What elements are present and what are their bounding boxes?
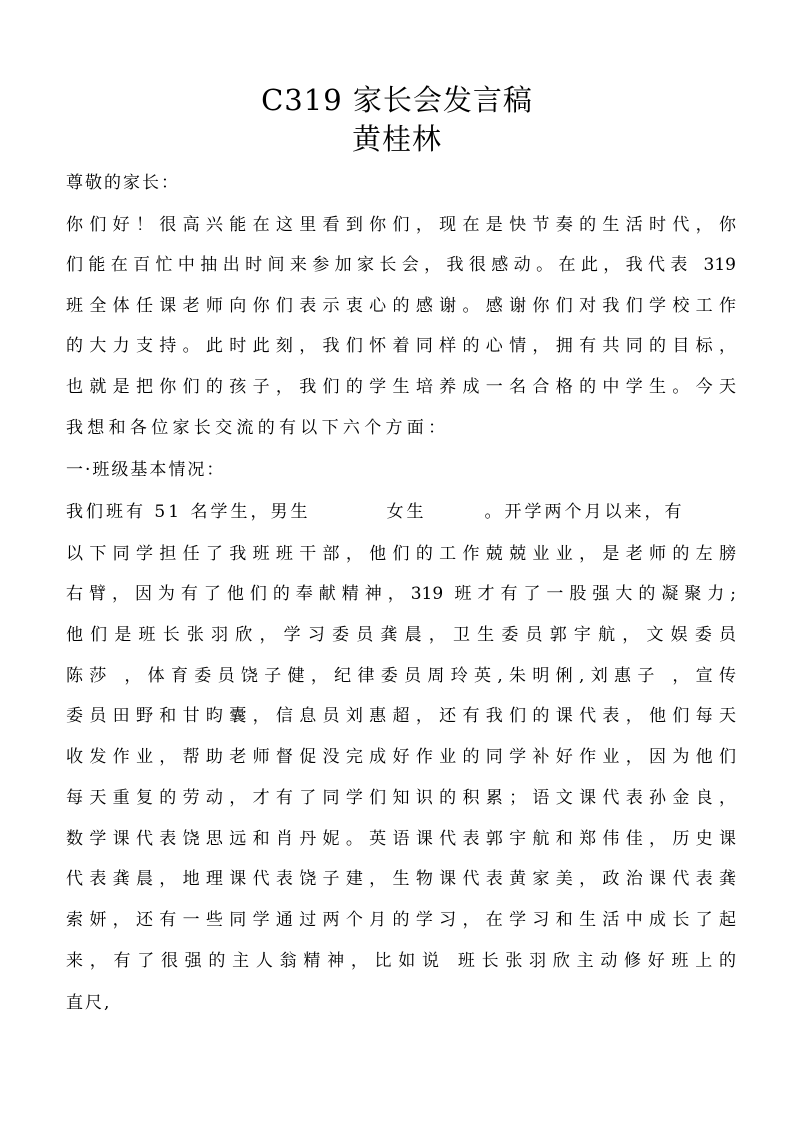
paragraph-line: 每天重复的劳动，才有了同学们知识的积累；语文课代表孙金良， [66, 788, 736, 808]
paragraph-line: 他们是班长张羽欣，学习委员龚晨，卫生委员郭宇航，文娱委员 [66, 625, 736, 645]
paragraph-line: 直尺, [66, 993, 112, 1013]
paragraph-line: 收发作业，帮助老师督促没完成好作业的同学补好作业，因为他们 [66, 747, 736, 767]
author-name: 黄桂林 [351, 122, 442, 156]
paragraph-line: 索妍，还有一些同学通过两个月的学习，在学习和生活中成长了起 [66, 910, 736, 930]
paragraph-line: 我想和各位家长交流的有以下六个方面： [66, 418, 450, 438]
paragraph-line: 右臂，因为有了他们的奉献精神，319 班才有了一股强大的凝聚力; [66, 584, 736, 604]
paragraph-line: 们能在百忙中抽出时间来参加家长会，我很感动。在此，我代表 319 [66, 255, 736, 275]
paragraph-line: 数学课代表饶思远和肖丹妮。英语课代表郭宇航和郑伟佳，历史课 [66, 829, 736, 849]
paragraph-line: 也就是把你们的孩子，我们的学生培养成一名合格的中学生。今天 [66, 377, 736, 397]
paragraph-line: 的大力支持。此时此刻，我们怀着同样的心情，拥有共同的目标， [66, 336, 736, 356]
paragraph-line: 代表龚晨，地理课代表饶子建，生物课代表黄家美，政治课代表龚 [66, 869, 736, 889]
paragraph-line: 委员田野和甘昀囊，信息员刘惠超，还有我们的课代表，他们每天 [66, 706, 736, 726]
stats-line [66, 500, 736, 524]
paragraph-line: 班全体任课老师向你们表示衷心的感谢。感谢你们对我们学校工作 [66, 296, 736, 316]
document-title: C319 家长会发言稿 [261, 83, 533, 117]
stats-text-part: 我们班有 51 名学生，男生 [66, 502, 311, 522]
paragraph-line: 来，有了很强的主人翁精神，比如说 班长张羽欣主动修好班上的 [66, 951, 736, 971]
section-heading: 一·班级基本情况： [66, 460, 226, 480]
paragraph-line: 陈莎 ，体育委员饶子健，纪律委员周玲英,朱明俐,刘惠子 ，宣传 [66, 666, 736, 686]
stats-text-part: 女生 [386, 502, 427, 522]
paragraph-line: 以下同学担任了我班班干部，他们的工作兢兢业业，是老师的左膀 [66, 544, 736, 564]
salutation: 尊敬的家长： [66, 173, 180, 193]
stats-text-part: 。开学两个月以来，有 [484, 502, 685, 522]
paragraph-line: 你们好！很高兴能在这里看到你们，现在是快节奏的生活时代，你 [66, 215, 736, 235]
